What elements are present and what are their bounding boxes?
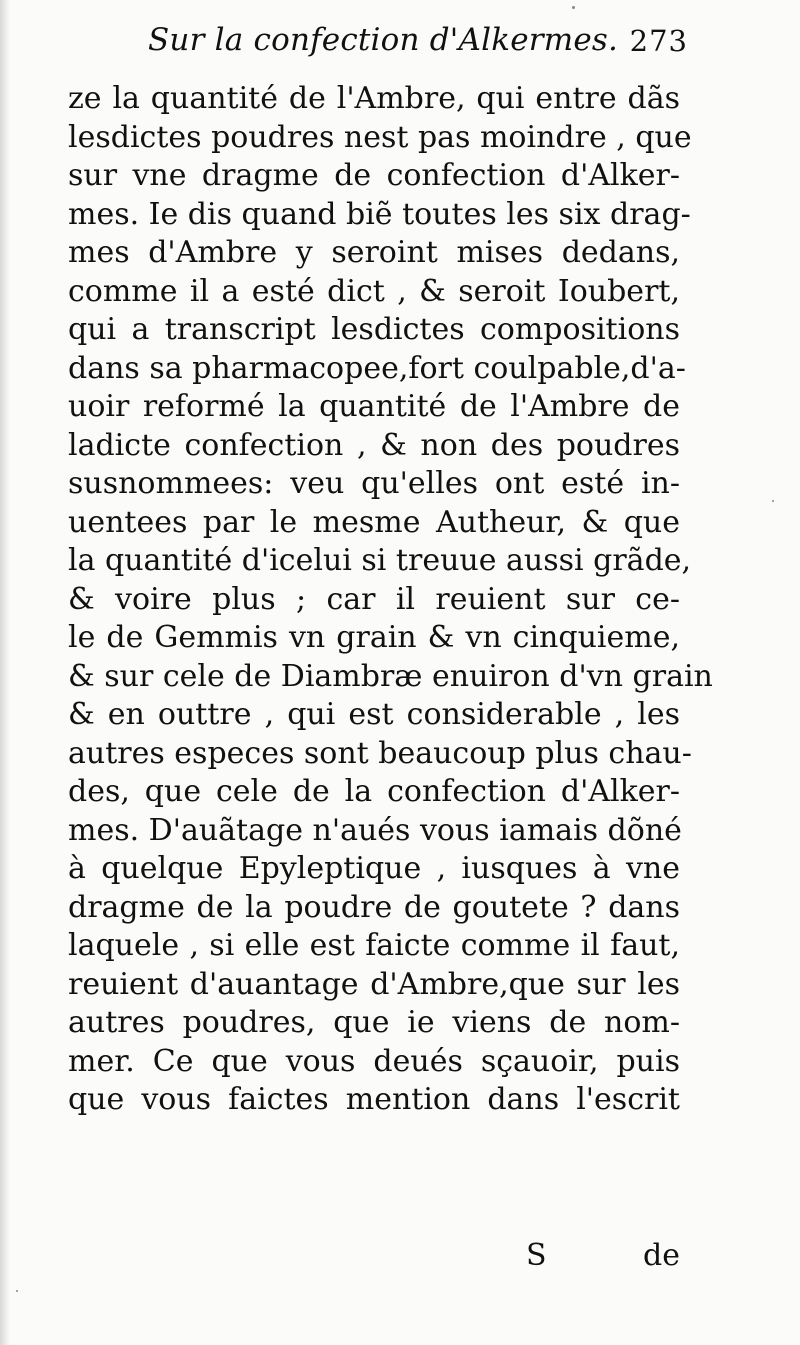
text-line: susnommees: veu qu'elles ont esté in- — [68, 466, 680, 501]
text-line: mes. Ie dis quand biẽ toutes les six drag- — [68, 196, 691, 232]
text-line: mes. D'auãtage n'aués vous iamais dõné — [68, 812, 682, 848]
text-line: autres especes sont beaucoup plus chau- — [68, 735, 692, 771]
text-line: sur vne dragme de confection d'Alker- — [68, 158, 680, 193]
text-line: ze la quantité de l'Ambre, qui entre dãs — [68, 81, 680, 116]
catchword: de — [643, 1238, 680, 1273]
text-line: laquele , si elle est faicte comme il faut, — [68, 928, 680, 963]
text-line: autres poudres, que ie viens de nom- — [68, 1005, 680, 1040]
text-line: lesdictes poudres nest pas moindre , que — [68, 119, 692, 155]
page-number: 273 — [629, 24, 688, 58]
text-line: dragme de la poudre de goutete ? dans — [68, 889, 680, 925]
text-line: dans sa pharmacopee,fort coulpable,d'a- — [68, 350, 686, 386]
paper-speck — [572, 6, 575, 9]
paper-speck — [772, 500, 774, 502]
running-title: Sur la confection d'Alkermes. — [148, 22, 619, 58]
text-line: mes d'Ambre y seroint mises dedans, — [68, 235, 680, 270]
text-line: ladicte confection , & non des poudres — [68, 427, 680, 463]
text-line: que vous faictes mention dans l'escrit — [68, 1082, 680, 1117]
running-head — [148, 22, 688, 74]
text-line: la quantité d'icelui si treuue aussi grãde, — [68, 543, 692, 578]
text-line: & voire plus ; car il reuient sur ce- — [68, 581, 680, 617]
text-line: reuient d'auantage d'Ambre,que sur les — [68, 966, 680, 1002]
body-text — [68, 80, 713, 1120]
paper-speck — [16, 1290, 18, 1292]
signature-mark: S — [526, 1238, 547, 1273]
text-line: & sur cele de Diambræ enuiron d'vn grain — [68, 658, 713, 694]
catchline — [520, 1238, 680, 1278]
text-line: qui a transcript lesdictes compositions — [68, 312, 680, 347]
text-line: le de Gemmis vn grain & vn cinquieme, — [68, 620, 680, 655]
text-line: à quelque Epyleptique , iusques à vne — [68, 851, 680, 886]
text-line: uoir reformé la quantité de l'Ambre de — [68, 389, 680, 424]
text-line: & en outtre , qui est considerable , les — [68, 697, 680, 732]
text-line: des, que cele de la confection d'Alker- — [68, 774, 680, 809]
text-line: comme il a esté dict , & seroit Ioubert, — [68, 273, 680, 309]
text-line: mer. Ce que vous deués sçauoir, puis — [68, 1043, 680, 1079]
text-line: uentees par le mesme Autheur, & que — [68, 504, 680, 540]
